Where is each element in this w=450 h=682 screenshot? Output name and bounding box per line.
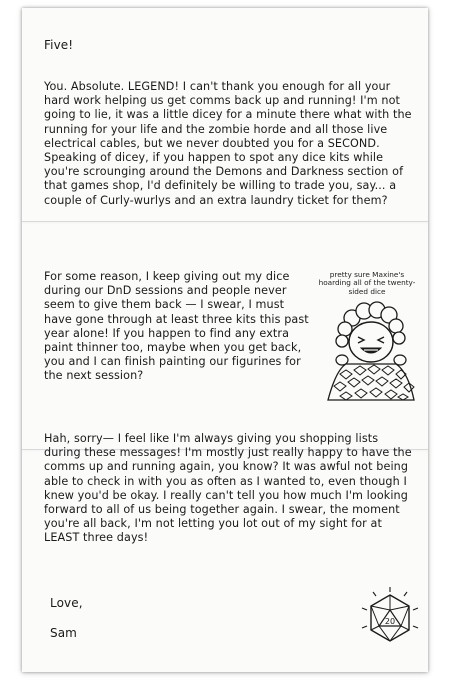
letter-signature: Sam bbox=[50, 626, 77, 640]
d20-number: 20 bbox=[384, 617, 396, 626]
letter-paragraph-1: You. Absolute. LEGEND! I can't thank you enough for all your hard work helping us get comms back up and running! I'm not going to lie, it was a little dicey for a minute there what with the running for your life and the zombie horde and all those live electrical cables, but we never doubted you for a SECOND. Speaking of dicey, if you happen to spot any dice kits while you're scrounging around the Demons and Darkness section of that games shop, I'd definitely be willing to trade you, say... a couple of Curly-wurlys and an extra laundry ticket for them? bbox=[44, 80, 412, 207]
letter-page bbox=[22, 8, 428, 672]
letter-paragraph-3: Hah, sorry— I feel like I'm always giving you shopping lists during these messages! I'm mostly just really happy to have the comms up and running again, you know? It was awful not being able to check in with you as often as I wanted to, even though I knew you'd be okay. I really can't tell you how much I'm looking forward to all of us being together again. I swear, the moment you're all back, I'm not letting you lot out of my sight for at LEAST three days! bbox=[44, 432, 412, 545]
paper-fold-line bbox=[22, 221, 428, 222]
letter-closing: Love, bbox=[50, 596, 83, 610]
letter-paragraph-2: For some reason, I keep giving out my dice during our DnD sessions and people never seem to give them back — I swear, I must have gone through at least three kits this past year alone! If you happen to find any extra paint thinner too, maybe when you get back, you and I can finish painting our figurines for the next session? bbox=[44, 270, 309, 383]
d20-die-icon bbox=[359, 586, 421, 648]
maxine-with-dice-pile-icon bbox=[322, 300, 418, 404]
doodle-caption: pretty sure Maxine's hoarding all of the twenty-sided dice bbox=[318, 270, 416, 296]
letter-greeting: Five! bbox=[44, 38, 74, 52]
